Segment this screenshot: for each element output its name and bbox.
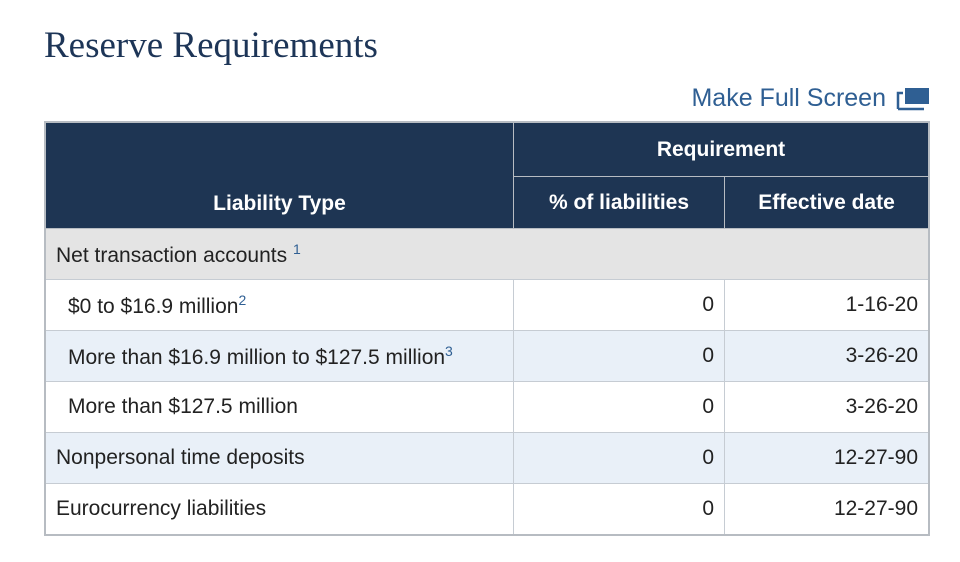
row-date: 12-27-90 (725, 484, 930, 536)
row-date: 3-26-20 (725, 382, 930, 433)
row-label: Nonpersonal time deposits (45, 433, 514, 484)
row-pct: 0 (514, 382, 725, 433)
make-full-screen-label: Make Full Screen (691, 84, 886, 112)
table-row (45, 280, 929, 331)
footnote-link[interactable]: 2 (238, 291, 247, 308)
reserve-requirements-table (44, 121, 930, 536)
page-title: Reserve Requirements (44, 25, 378, 66)
row-pct: 0 (514, 280, 725, 331)
group-label-text: Net transaction accounts (56, 243, 288, 267)
row-pct: 0 (514, 484, 725, 536)
group-row-label (45, 229, 929, 280)
header-effective-date: Effective date (725, 177, 930, 229)
header-liability-type: Liability Type (45, 122, 514, 229)
row-pct: 0 (514, 433, 725, 484)
row-label (45, 331, 514, 382)
row-label (45, 280, 514, 331)
header-requirement: Requirement (514, 122, 930, 177)
footnote-link[interactable]: 1 (292, 240, 301, 257)
make-full-screen-link[interactable] (691, 84, 930, 113)
table-row (45, 382, 929, 433)
table-row (45, 331, 929, 382)
row-label: Eurocurrency liabilities (45, 484, 514, 536)
row-label: More than $127.5 million (45, 382, 514, 433)
table-group-row (45, 229, 929, 280)
table-row (45, 433, 929, 484)
table-row (45, 484, 929, 536)
row-date: 3-26-20 (725, 331, 930, 382)
reserve-requirements-table-container (44, 121, 930, 536)
row-pct: 0 (514, 331, 725, 382)
row-label-text: $0 to $16.9 million (68, 294, 239, 318)
expand-window-icon (896, 87, 930, 111)
footnote-link[interactable]: 3 (445, 342, 453, 359)
row-date: 1-16-20 (725, 280, 930, 331)
row-date: 12-27-90 (725, 433, 930, 484)
row-label-text: More than $16.9 million to $127.5 million (68, 345, 446, 369)
header-pct-liabilities: % of liabilities (514, 177, 725, 229)
